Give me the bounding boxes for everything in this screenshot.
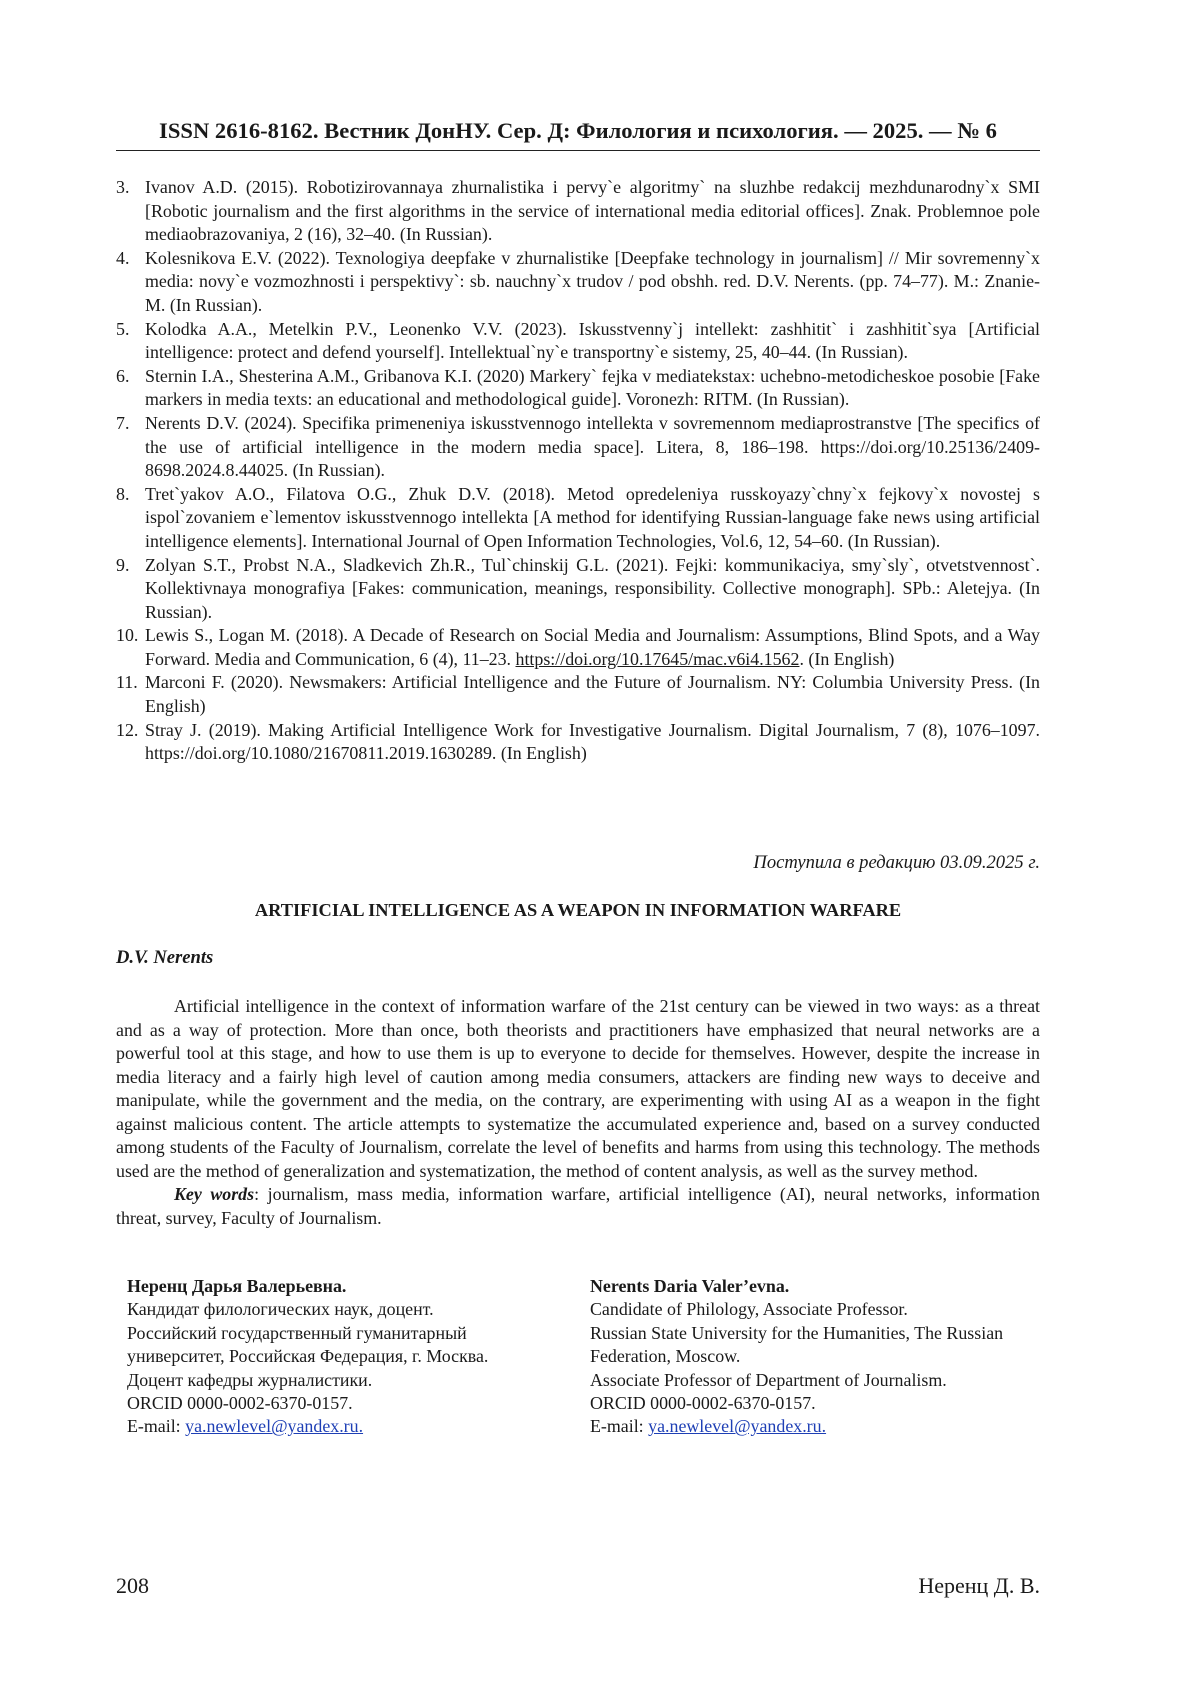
author-info-english <box>590 1275 1030 1439</box>
author-info-russian <box>127 1275 567 1439</box>
reference-text-before-link: Lewis S., Logan M. (2018). A Decade of Research on Social Media and Journalism: Assumptions, Blind Spots, and a Way Forward. Media and Communication, 6 (4), 11–23. <box>145 625 1040 669</box>
keywords <box>116 1183 1040 1230</box>
reference-text: Marconi F. (2020). Newsmakers: Artificial Intelligence and the Future of Journalism. NY: Columbia University Press. (In English) <box>145 672 1040 717</box>
reference-doi-link[interactable]: https://doi.org/10.17645/mac.v6i4.1562 <box>515 648 800 669</box>
article-author: D.V. Nerents <box>116 947 214 968</box>
reference-number: 4. <box>116 247 130 268</box>
running-header: ISSN 2616-8162. Вестник ДонНУ. Сер. Д: Филология и психология. — 2025. — № 6 <box>116 116 1040 151</box>
reference-number: 5. <box>116 318 130 339</box>
reference-text: Zolyan S.T., Probst N.A., Sladkevich Zh.R., Tul`chinskij G.L. (2021). Fejki: kommunikaciya, smy`sly`, otvetstvennost`. Kollektivnaya monografiya [Fakes: communication, meanings, responsibility. Collective monograph]. SPb.: Aletejya. (In Russian). <box>145 554 1040 622</box>
reference-number: 7. <box>116 412 130 433</box>
abstract-text: Artificial intelligence in the context of information warfare of the 21st century can be viewed in two ways: as a threat and as a way of protection. More than once, both theorists and practitioners have emphasized that neural networks are a powerful tool at this stage, and how to use them is up to everyone to decide for themselves. However, despite the increase in media literacy and a fairly high level of caution among media consumers, attackers are finding new ways to deceive and manipulate, while the government and the media, on the contrary, are experimenting with using AI as a weapon in the fight against malicious content. The article attempts to systematize the accumulated experience and, based on a survey conducted among students of the Faculty of Journalism, correlate the level of benefits and harms from using this technology. The methods used are the method of generalization and systematization, the method of content analysis, as well as the survey method. <box>116 996 1040 1181</box>
author-affiliation: Russian State University for the Humanities, The Russian Federation, Moscow. <box>590 1322 1004 1367</box>
email-label: E-mail: <box>590 1416 649 1437</box>
reference-number: 12. <box>116 719 139 740</box>
reference-text: Kolesnikova E.V. (2022). Texnologiya deepfake v zhurnalistike [Deepfake technology in journalism] // Mir sovremenny`x media: novy`e vozmozhnosti i perspektivy`: sb. nauchny`x trudov / pod obshh. red. D.V. Nerents. (pp. 74–77). M.: Znanie-M. (In Russian). <box>145 247 1040 315</box>
reference-list <box>116 176 1040 766</box>
reference-item <box>116 176 1040 247</box>
article-title: ARTIFICIAL INTELLIGENCE AS A WEAPON IN INFORMATION WARFARE <box>254 900 902 920</box>
author-position: Associate Professor of Department of Journalism. <box>590 1369 947 1390</box>
reference-text: Nerents D.V. (2024). Specifika primeneniya iskusstvennogo intellekta v sovremennom mediaprostranstve [The specifics of the use of artificial intelligence in the modern media space]. Litera, 8, 186–198. https://doi.org/10.25136/2409-8698.2024.8.44025. (In Russian). <box>145 412 1040 481</box>
reference-item <box>116 719 1040 766</box>
reference-item <box>116 483 1040 554</box>
received-date: Поступила в редакцию 03.09.2025 г. <box>753 852 1040 873</box>
author-name: Nerents Daria Valer’evna. <box>590 1276 790 1296</box>
reference-text-after-link: . (In English) <box>799 648 895 669</box>
author-orcid: ORCID 0000-0002-6370-0157. <box>127 1393 353 1414</box>
author-position: Доцент кафедры журналистики. <box>127 1369 373 1390</box>
reference-number: 6. <box>116 365 130 386</box>
reference-text: Sternin I.A., Shesterina A.M., Gribanova K.I. (2020) Markery` fejka v mediatekstax: uchebno-metodicheskoe posobie [Fake markers in media texts: an educational and methodological guide]. Voronezh: RITM. (In Russian). <box>145 365 1040 410</box>
reference-number: 11. <box>116 672 138 693</box>
author-degree: Candidate of Philology, Associate Professor. <box>590 1299 908 1320</box>
abstract <box>116 995 1040 1230</box>
reference-text: Ivanov A.D. (2015). Robotizirovannaya zhurnalistika i pervy`e algoritmy` na sluzhbe redakcij mezhdunarodny`x SMI [Robotic journalism and the first algorithms in the service of international media editorial offices]. Znak. Problemnoe pole mediaobrazovaniya, 2 (16), 32–40. (In Russian). <box>145 177 1040 245</box>
author-affiliation: Российский государственный гуманитарный университет, Российская Федерация, г. Москва. <box>127 1322 489 1367</box>
reference-number: 3. <box>116 177 130 197</box>
reference-number: 10. <box>116 625 139 646</box>
reference-item <box>116 412 1040 483</box>
author-name: Неренц Дарья Валерьевна. <box>127 1276 347 1296</box>
reference-text: Tret`yakov A.O., Filatova O.G., Zhuk D.V. (2018). Metod opredeleniya russkoyazy`chny`x fejkovy`x novostej s ispol`zovaniem e`lementov iskusstvennogo intellekta [A method for identifying Russian-language fake news using artificial intelligence elements]. International Journal of Open Information Technologies, Vol.6, 12, 54–60. (In Russian). <box>145 483 1040 551</box>
email-link[interactable]: ya.newlevel@yandex.ru. <box>185 1416 364 1437</box>
reference-text: Stray J. (2019). Making Artificial Intelligence Work for Investigative Journalism. Digital Journalism, 7 (8), 1076–1097. https://doi.org/10.1080/21670811.2019.1630289. (In English) <box>145 719 1040 764</box>
author-email-line <box>127 1415 567 1438</box>
reference-number: 9. <box>116 554 130 575</box>
reference-item <box>116 671 1040 718</box>
author-degree: Кандидат филологических наук, доцент. <box>127 1299 434 1320</box>
reference-text: Kolodka A.A., Metelkin P.V., Leonenko V.V. (2023). Iskusstvenny`j intellekt: zashhitit` i zashhitit`sya [Artificial intelligence: protect and defend yourself]. Intellektual`ny`e transportny`e sistemy, 25, 40–44. (In Russian). <box>145 318 1040 363</box>
keywords-text: : journalism, mass media, information warfare, artificial intelligence (AI), neural networks, information threat, survey, Faculty of Journalism. <box>116 1184 1040 1228</box>
footer-author: Неренц Д. В. <box>918 1573 1040 1598</box>
reference-item <box>116 365 1040 412</box>
reference-item <box>116 554 1040 625</box>
email-link[interactable]: ya.newlevel@yandex.ru. <box>648 1416 827 1437</box>
reference-item <box>116 624 1040 671</box>
author-email-line <box>590 1415 1030 1438</box>
reference-item <box>116 247 1040 318</box>
keywords-label: Key words <box>174 1184 255 1204</box>
page-number: 208 <box>116 1573 149 1598</box>
email-label: E-mail: <box>127 1416 186 1437</box>
author-orcid: ORCID 0000-0002-6370-0157. <box>590 1393 816 1414</box>
reference-number: 8. <box>116 483 130 504</box>
reference-item <box>116 318 1040 365</box>
